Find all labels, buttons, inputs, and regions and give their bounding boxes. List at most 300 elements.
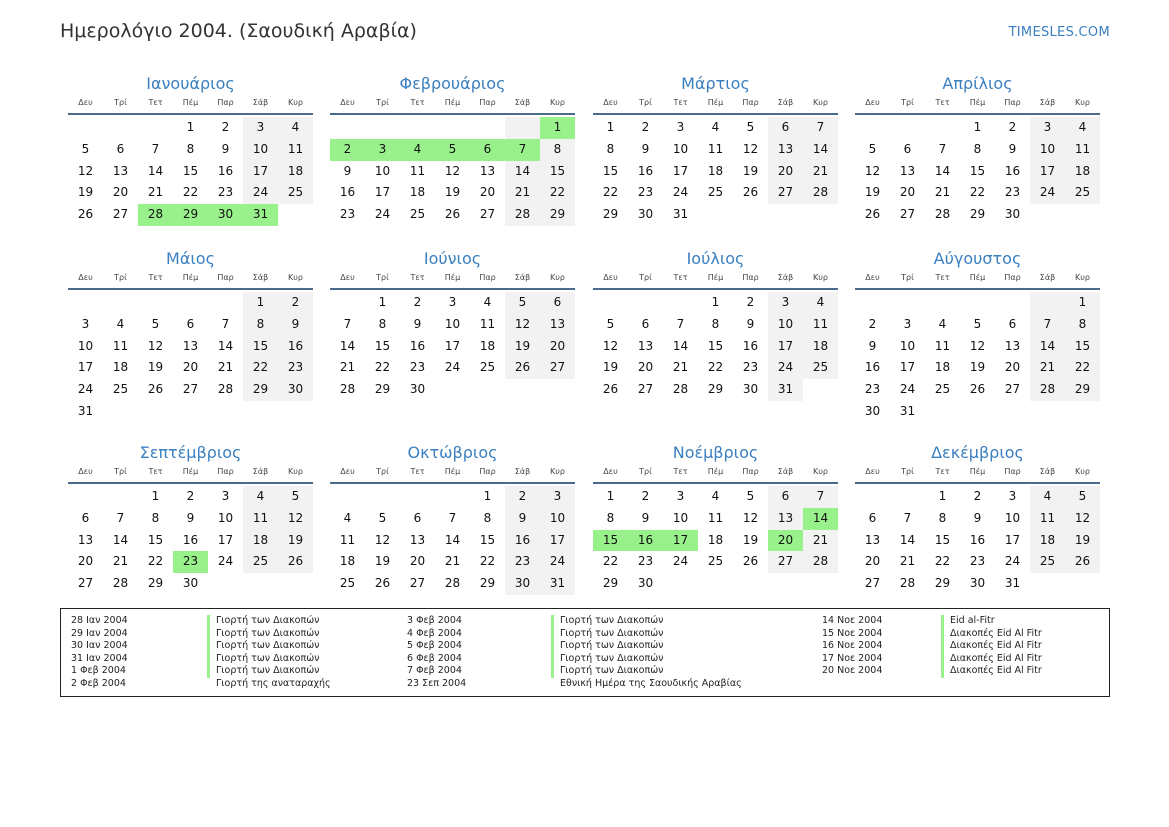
- day-cell: 8: [151, 510, 160, 525]
- weekday-label: Τρί: [639, 273, 652, 282]
- day-cell: 11: [278, 139, 313, 161]
- weekday-label: Πέμ: [182, 467, 199, 476]
- weekday-label: Παρ: [1004, 273, 1021, 282]
- day-cell: 28: [934, 207, 951, 222]
- weekday-label: Κυρ: [288, 273, 303, 282]
- month-name: Οκτώβριος: [407, 443, 498, 462]
- day-cell: 2: [1008, 120, 1017, 134]
- legend-names: [207, 615, 331, 691]
- day-cell: 13: [1004, 338, 1021, 353]
- day-cell: 10: [1004, 510, 1021, 525]
- day-cell: 17: [672, 163, 689, 178]
- weekday-label: Σάβ: [777, 98, 794, 107]
- day-grid: [855, 117, 1100, 226]
- weekday-header: [593, 271, 838, 290]
- day-cell: 21: [112, 554, 129, 569]
- day-cell: 27: [1004, 382, 1021, 397]
- month-name: Ιούνιος: [423, 249, 482, 268]
- empty-cell: [103, 486, 138, 508]
- day-cell: 27: [768, 182, 803, 204]
- weekday-label: Πέμ: [707, 467, 724, 476]
- empty-cell: [365, 117, 400, 139]
- day-cell: 5: [746, 120, 755, 134]
- weekday-label: Τρί: [376, 467, 389, 476]
- weekday-label: Δευ: [78, 98, 93, 107]
- day-cell: 9: [221, 141, 230, 156]
- day-cell: 12: [969, 338, 986, 353]
- day-grid: [330, 117, 575, 226]
- day-cell: 12: [77, 163, 94, 178]
- day-cell: 1: [606, 120, 615, 134]
- weekday-header: [330, 271, 575, 290]
- day-cell: 3: [540, 486, 575, 508]
- day-cell: 14: [147, 163, 164, 178]
- empty-cell: [505, 379, 540, 401]
- day-cell: 13: [899, 163, 916, 178]
- day-grid: [68, 292, 313, 423]
- day-cell: 26: [969, 382, 986, 397]
- day-cell: 10: [1030, 139, 1065, 161]
- legend-holiday-name: Γιορτή των Διακοπών: [551, 640, 742, 653]
- day-cell: 15: [602, 163, 619, 178]
- day-cell: 27: [899, 207, 916, 222]
- weekday-label: Τρί: [901, 467, 914, 476]
- weekday-label: Τετ: [148, 467, 163, 476]
- empty-cell: [593, 292, 628, 314]
- empty-cell: [698, 204, 733, 226]
- day-grid: [593, 486, 838, 595]
- day-cell: 22: [479, 554, 496, 569]
- day-cell: 4: [243, 486, 278, 508]
- weekday-header: [855, 96, 1100, 115]
- empty-cell: [1030, 204, 1065, 226]
- day-cell: 19: [505, 336, 540, 358]
- day-cell: 18: [243, 530, 278, 552]
- weekday-label: Κυρ: [288, 98, 303, 107]
- weekday-label: Τρί: [376, 273, 389, 282]
- legend-holiday-name: Γιορτή των Διακοπών: [207, 628, 331, 641]
- day-cell: 15: [479, 532, 496, 547]
- day-cell: 17: [77, 360, 94, 375]
- legend-date: 14 Νοε 2004: [822, 615, 883, 626]
- day-cell: 3: [1008, 489, 1017, 503]
- month-block: [68, 441, 313, 595]
- legend-holiday-name: Γιορτή των Διακοπών: [551, 653, 742, 666]
- day-cell: 15: [147, 532, 164, 547]
- day-cell: 19: [1065, 530, 1100, 552]
- day-cell: 11: [707, 141, 724, 156]
- day-cell: 28: [138, 204, 173, 226]
- month-block: [330, 441, 575, 595]
- day-cell: 29: [479, 576, 496, 591]
- day-cell: 18: [479, 338, 496, 353]
- day-cell: 23: [742, 360, 759, 375]
- legend-holiday-name: Γιορτή των Διακοπών: [207, 640, 331, 653]
- empty-cell: [1065, 401, 1100, 423]
- day-cell: 29: [969, 207, 986, 222]
- day-cell: 31: [540, 573, 575, 595]
- day-cell: 12: [742, 141, 759, 156]
- day-cell: 23: [969, 554, 986, 569]
- weekday-label: Σάβ: [514, 273, 531, 282]
- month-name: Νοέμβριος: [672, 443, 759, 462]
- day-cell: 29: [540, 204, 575, 226]
- day-cell: 31: [672, 207, 689, 222]
- day-cell: 27: [637, 382, 654, 397]
- weekday-label: Σάβ: [514, 98, 531, 107]
- day-cell: 19: [602, 360, 619, 375]
- empty-cell: [995, 401, 1030, 423]
- day-cell: 12: [147, 338, 164, 353]
- day-cell: 31: [899, 403, 916, 418]
- legend-date: 6 Φεβ 2004: [407, 652, 462, 664]
- day-cell: 12: [444, 163, 461, 178]
- day-cell: 21: [217, 360, 234, 375]
- day-cell: 21: [803, 161, 838, 183]
- day-cell: 29: [173, 204, 208, 226]
- day-cell: 3: [903, 316, 912, 331]
- day-cell: 11: [409, 163, 426, 178]
- day-cell: 29: [602, 576, 619, 591]
- empty-cell: [960, 401, 995, 423]
- weekday-label: Παρ: [479, 467, 496, 476]
- day-cell: 10: [77, 338, 94, 353]
- month-block: [855, 247, 1100, 423]
- day-cell: 16: [637, 163, 654, 178]
- day-cell: 18: [339, 554, 356, 569]
- legend-holiday-name: Γιορτή της αναταραχής: [216, 677, 331, 689]
- empty-cell: [365, 486, 400, 508]
- weekday-label: Πέμ: [444, 273, 461, 282]
- legend-date: 1 Φεβ 2004: [71, 665, 126, 677]
- day-cell: 6: [903, 141, 912, 156]
- day-cell: 17: [540, 530, 575, 552]
- day-cell: 7: [505, 139, 540, 161]
- day-cell: 13: [768, 508, 803, 530]
- month-name: Ιανουάριος: [146, 74, 235, 93]
- day-cell: 5: [151, 316, 160, 331]
- empty-cell: [330, 117, 365, 139]
- weekday-label: Παρ: [479, 98, 496, 107]
- day-cell: 23: [505, 551, 540, 573]
- day-cell: 1: [378, 295, 387, 309]
- day-cell: 27: [182, 382, 199, 397]
- day-cell: 31: [768, 379, 803, 401]
- legend-date: 15 Νοε 2004: [822, 627, 883, 639]
- day-cell: 16: [628, 530, 663, 552]
- day-cell: 6: [768, 486, 803, 508]
- day-cell: 26: [602, 382, 619, 397]
- day-cell: 3: [365, 139, 400, 161]
- day-grid: [68, 117, 313, 226]
- legend-holiday-name: Διακοπές Eid Al Fitr: [941, 628, 1042, 641]
- weekday-header: [593, 96, 838, 115]
- empty-cell: [1065, 573, 1100, 595]
- day-cell: 17: [663, 530, 698, 552]
- day-cell: 26: [1065, 551, 1100, 573]
- day-cell: 1: [540, 117, 575, 139]
- empty-cell: [1065, 204, 1100, 226]
- empty-cell: [138, 117, 173, 139]
- legend-dates: [71, 615, 128, 691]
- weekday-label: Κυρ: [550, 273, 565, 282]
- day-cell: 1: [1065, 292, 1100, 314]
- day-cell: 21: [803, 530, 838, 552]
- day-cell: 30: [1004, 207, 1021, 222]
- day-cell: 12: [1065, 508, 1100, 530]
- day-cell: 17: [899, 360, 916, 375]
- day-cell: 24: [540, 551, 575, 573]
- month-name: Ιούλιος: [686, 249, 745, 268]
- day-cell: 5: [973, 316, 982, 331]
- day-cell: 8: [1065, 314, 1100, 336]
- day-cell: 14: [672, 338, 689, 353]
- legend-holiday-name: Εθνική Ημέρα της Σαουδικής Αραβίας: [560, 677, 742, 689]
- day-cell: 2: [413, 295, 422, 309]
- day-cell: 11: [1065, 139, 1100, 161]
- day-cell: 19: [742, 163, 759, 178]
- day-cell: 2: [278, 292, 313, 314]
- day-cell: 18: [1030, 530, 1065, 552]
- empty-cell: [505, 117, 540, 139]
- weekday-label: Σάβ: [252, 273, 269, 282]
- day-cell: 19: [147, 360, 164, 375]
- day-cell: 30: [182, 576, 199, 591]
- day-cell: 13: [479, 163, 496, 178]
- weekday-label: Τετ: [148, 98, 163, 107]
- day-cell: 1: [243, 292, 278, 314]
- empty-cell: [435, 117, 470, 139]
- day-cell: 21: [1030, 357, 1065, 379]
- day-cell: 26: [77, 207, 94, 222]
- legend-holiday-name: Διακοπές Eid Al Fitr: [941, 640, 1042, 653]
- day-cell: 5: [868, 141, 877, 156]
- weekday-label: Παρ: [742, 273, 759, 282]
- legend-date: 31 Ιαν 2004: [71, 652, 128, 664]
- weekday-header: [68, 465, 313, 484]
- weekday-header: [330, 96, 575, 115]
- weekday-label: Κυρ: [288, 467, 303, 476]
- day-cell: 27: [77, 576, 94, 591]
- day-cell: 3: [221, 489, 230, 503]
- empty-cell: [138, 401, 173, 423]
- legend-date: 17 Νοε 2004: [822, 652, 883, 664]
- day-cell: 25: [803, 357, 838, 379]
- month-name: Φεβρουάριος: [399, 74, 506, 93]
- empty-cell: [768, 573, 803, 595]
- weekday-label: Παρ: [217, 98, 234, 107]
- legend-holiday-name: Γιορτή των Διακοπών: [207, 665, 331, 678]
- day-cell: 6: [641, 316, 650, 331]
- day-cell: 27: [112, 207, 129, 222]
- day-cell: 30: [864, 403, 881, 418]
- day-cell: 16: [182, 532, 199, 547]
- day-cell: 11: [112, 338, 129, 353]
- empty-cell: [698, 573, 733, 595]
- day-cell: 1: [938, 489, 947, 503]
- month-block: [855, 72, 1100, 226]
- day-cell: 28: [803, 182, 838, 204]
- weekday-label: Σάβ: [777, 273, 794, 282]
- day-cell: 21: [444, 554, 461, 569]
- weekday-label: Πέμ: [969, 273, 986, 282]
- day-cell: 13: [768, 139, 803, 161]
- day-cell: 22: [147, 554, 164, 569]
- legend-date: 2 Φεβ 2004: [71, 677, 126, 689]
- day-cell: 23: [339, 207, 356, 222]
- day-cell: 21: [505, 182, 540, 204]
- day-cell: 8: [186, 141, 195, 156]
- day-cell: 24: [217, 554, 234, 569]
- day-cell: 5: [505, 292, 540, 314]
- day-cell: 7: [903, 510, 912, 525]
- weekday-label: Δευ: [603, 467, 618, 476]
- day-cell: 16: [339, 185, 356, 200]
- day-cell: 12: [278, 508, 313, 530]
- day-cell: 22: [707, 360, 724, 375]
- day-cell: 3: [1030, 117, 1065, 139]
- day-cell: 9: [973, 510, 982, 525]
- day-cell: 1: [606, 489, 615, 503]
- empty-cell: [103, 401, 138, 423]
- site-link[interactable]: TIMESLES.COM: [1008, 25, 1110, 40]
- day-cell: 6: [81, 510, 90, 525]
- day-cell: 6: [540, 292, 575, 314]
- day-cell: 2: [330, 139, 365, 161]
- weekday-header: [855, 465, 1100, 484]
- day-cell: 24: [672, 185, 689, 200]
- day-cell: 14: [217, 338, 234, 353]
- day-cell: 26: [505, 357, 540, 379]
- weekday-label: Πέμ: [182, 273, 199, 282]
- day-cell: 28: [339, 382, 356, 397]
- weekday-label: Παρ: [217, 273, 234, 282]
- empty-cell: [470, 379, 505, 401]
- day-cell: 12: [602, 338, 619, 353]
- day-cell: 23: [637, 185, 654, 200]
- day-cell: 1: [186, 120, 195, 134]
- weekday-label: Δευ: [865, 273, 880, 282]
- empty-cell: [768, 204, 803, 226]
- day-cell: 7: [1030, 314, 1065, 336]
- day-cell: 28: [899, 576, 916, 591]
- weekday-label: Τετ: [673, 273, 688, 282]
- day-cell: 21: [147, 185, 164, 200]
- legend-date: 7 Φεβ 2004: [407, 665, 462, 677]
- page-title: Ημερολόγιο 2004. (Σαουδική Αραβία): [60, 20, 417, 42]
- day-cell: 17: [768, 336, 803, 358]
- legend-date: 3 Φεβ 2004: [407, 615, 462, 626]
- empty-cell: [1030, 573, 1065, 595]
- day-cell: 18: [707, 532, 724, 547]
- day-cell: 17: [1004, 532, 1021, 547]
- day-cell: 16: [742, 338, 759, 353]
- month-name: Δεκέμβριος: [931, 443, 1024, 462]
- day-cell: 5: [606, 316, 615, 331]
- weekday-label: Τετ: [935, 98, 950, 107]
- weekday-label: Σάβ: [252, 98, 269, 107]
- weekday-label: Δευ: [865, 467, 880, 476]
- empty-cell: [890, 292, 925, 314]
- day-cell: 5: [81, 141, 90, 156]
- day-cell: 4: [483, 295, 492, 309]
- day-cell: 29: [1065, 379, 1100, 401]
- day-cell: 26: [374, 576, 391, 591]
- day-cell: 14: [339, 338, 356, 353]
- weekday-label: Πέμ: [444, 467, 461, 476]
- day-cell: 30: [505, 573, 540, 595]
- weekday-label: Τετ: [148, 273, 163, 282]
- day-cell: 30: [742, 382, 759, 397]
- weekday-label: Κυρ: [1075, 98, 1090, 107]
- day-cell: 5: [435, 139, 470, 161]
- legend-holiday-name: Γιορτή των Διακοπών: [207, 653, 331, 666]
- day-cell: 4: [711, 120, 720, 134]
- day-cell: 17: [374, 185, 391, 200]
- empty-cell: [243, 573, 278, 595]
- empty-cell: [803, 204, 838, 226]
- empty-cell: [208, 401, 243, 423]
- day-cell: 3: [448, 295, 457, 309]
- day-cell: 15: [374, 338, 391, 353]
- day-cell: 6: [868, 510, 877, 525]
- day-cell: 4: [278, 117, 313, 139]
- weekday-label: Τετ: [410, 467, 425, 476]
- day-cell: 11: [707, 510, 724, 525]
- day-cell: 20: [77, 554, 94, 569]
- day-cell: 23: [173, 551, 208, 573]
- day-cell: 16: [278, 336, 313, 358]
- day-cell: 19: [77, 185, 94, 200]
- weekday-label: Τετ: [935, 273, 950, 282]
- day-cell: 12: [505, 314, 540, 336]
- day-cell: 20: [768, 530, 803, 552]
- day-cell: 27: [479, 207, 496, 222]
- day-cell: 15: [1065, 336, 1100, 358]
- weekday-label: Δευ: [340, 98, 355, 107]
- day-cell: 15: [934, 532, 951, 547]
- day-cell: 22: [969, 185, 986, 200]
- day-cell: 3: [81, 316, 90, 331]
- day-cell: 22: [934, 554, 951, 569]
- day-cell: 19: [864, 185, 881, 200]
- day-cell: 6: [470, 139, 505, 161]
- day-cell: 3: [768, 292, 803, 314]
- day-cell: 20: [112, 185, 129, 200]
- day-cell: 8: [483, 510, 492, 525]
- day-cell: 7: [803, 117, 838, 139]
- empty-cell: [208, 292, 243, 314]
- day-cell: 8: [973, 141, 982, 156]
- day-cell: 5: [746, 489, 755, 503]
- day-cell: 19: [969, 360, 986, 375]
- legend-date: 16 Νοε 2004: [822, 640, 883, 652]
- empty-cell: [855, 292, 890, 314]
- weekday-label: Σάβ: [1039, 98, 1056, 107]
- day-cell: 1: [711, 295, 720, 309]
- weekday-label: Παρ: [479, 273, 496, 282]
- day-cell: 17: [243, 161, 278, 183]
- weekday-label: Κυρ: [1075, 273, 1090, 282]
- day-cell: 1: [973, 120, 982, 134]
- day-cell: 9: [278, 314, 313, 336]
- empty-cell: [173, 292, 208, 314]
- month-name: Απρίλιος: [942, 74, 1013, 93]
- empty-cell: [330, 486, 365, 508]
- weekday-label: Τρί: [376, 98, 389, 107]
- day-cell: 26: [742, 554, 759, 569]
- day-cell: 14: [1030, 336, 1065, 358]
